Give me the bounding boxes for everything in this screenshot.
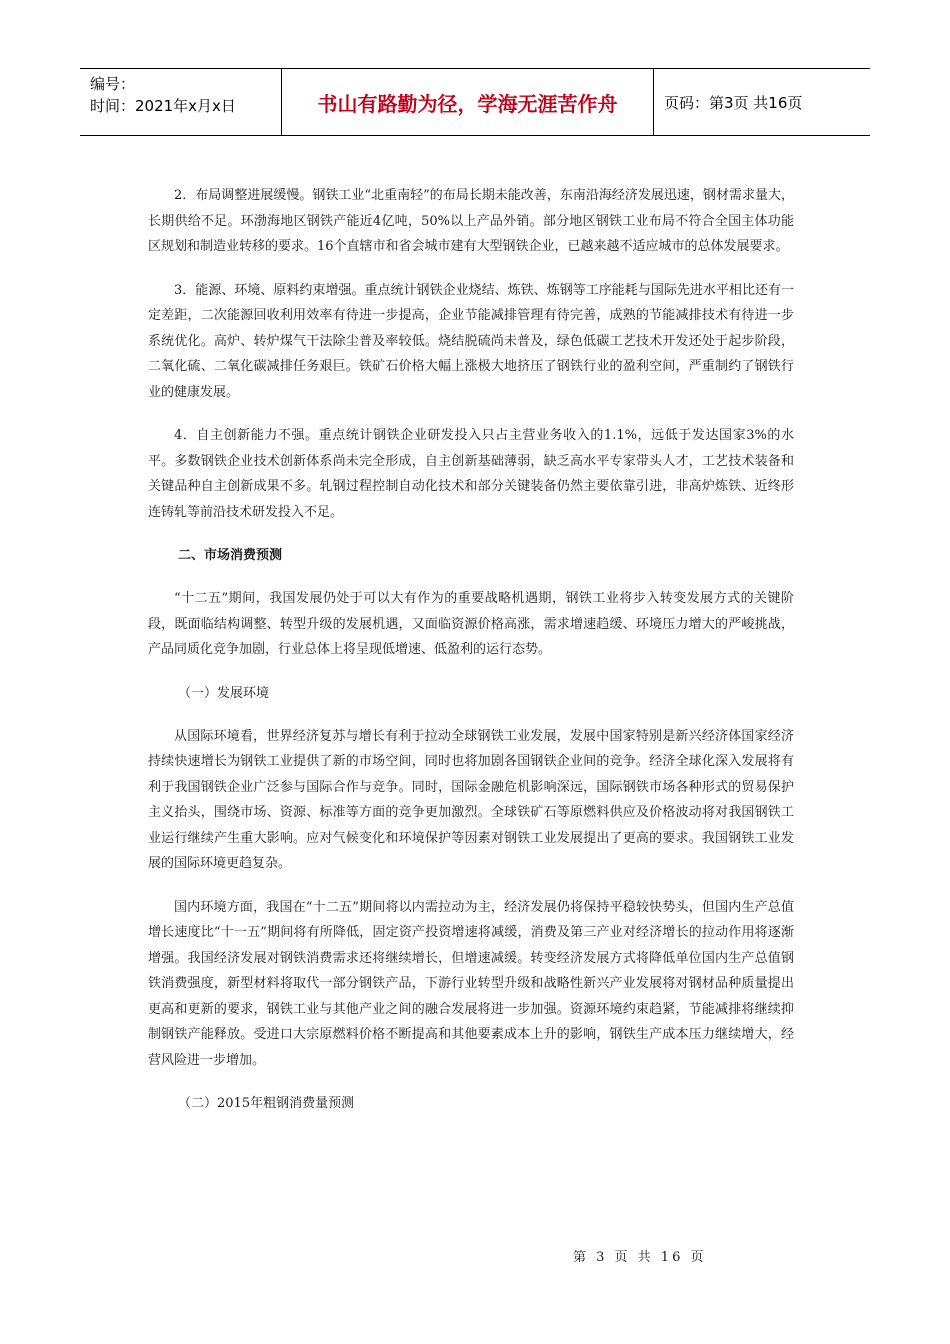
page-header — [80, 68, 870, 136]
subheading-forecast: （二）2015年粗钢消费量预测 — [178, 1096, 355, 1111]
header-meta — [80, 69, 282, 135]
paragraph-domestic: 国内环境方面，我国在“十二五”期间将以内需拉动为主，经济发展仍将保持平稳较快势头，但国内生产总值增长速度比“十一五”期间将有所降低，固定资产投资增速将减缓，消费及第三产业对经济增长的拉动作用将逐渐增强。我国经济发展对钢铁消费需求还将继续增长，但增速减缓。转变经济发展方式将降低单位国内生产总值钢铁消费强度，新型材料将取代一部分钢铁产品，下游行业转型升级和战略性新兴产业发展将对钢材品种质量提出更高和更新的要求，钢铁工业与其他产业之间的融合发展将进一步加强。资源环境约束趋紧，节能减排将继续抑制钢铁产能释放。受进口大宗原燃料价格不断提高和其他要素成本上升的影响，钢铁生产成本压力继续增大，经营风险进一步增加。 — [148, 899, 794, 1068]
paragraph-innovation: 4．自主创新能力不强。重点统计钢铁企业研发投入只占主营业务收入的1.1%，远低于发达国家3%的水平。多数钢铁企业技术创新体系尚未完全形成，自主创新基础薄弱，缺乏高水平专家带头人才，工艺技术装备和关键品种自主创新成果不多。轧钢过程控制自动化技术和部分关键装备仍然主要依靠引进，非高炉炼铁、近终形连铸轧等前沿技术研发投入不足。 — [148, 428, 794, 520]
page-footer: 第 3 页 共 16 页 — [573, 1250, 707, 1265]
paragraph-market-intro: “十二五”期间，我国发展仍处于可以大有作为的重要战略机遇期，钢铁工业将步入转变发展方式的关键阶段，既面临结构调整、转型升级的发展机遇，又面临资源价格高涨，需求增速趋缓、环境压力增大的严峻挑战，产品同质化竞争加剧，行业总体上将呈现低增速、低盈利的运行态势。 — [148, 591, 794, 657]
document-number-label: 编号： — [90, 75, 136, 93]
section-heading-market: 二、市场消费预测 — [178, 548, 283, 563]
paragraph-energy: 3．能源、环境、原料约束增强。重点统计钢铁企业烧结、炼铁、炼钢等工序能耗与国际先进水平相比还有一定差距，二次能源回收利用效率有待进一步提高，企业节能减排管理有待完善，成熟的节能减排技术有待进一步系统优化。高炉、转炉煤气干法除尘普及率较低。烧结脱硫尚未普及，绿色低碳工艺技术开发还处于起步阶段，二氧化硫、二氧化碳减排任务艰巨。铁矿石价格大幅上涨极大地挤压了钢铁行业的盈利空间，严重制约了钢铁行业的健康发展。 — [148, 282, 794, 400]
paragraph-international: 从国际环境看，世界经济复苏与增长有利于拉动全球钢铁工业发展，发展中国家特别是新兴经济体国家经济持续快速增长为钢铁工业提供了新的市场空间，同时也将加剧各国钢铁企业间的竞争。经济全球化深入发展将有利于我国钢铁企业广泛参与国际合作与竞争。同时，国际金融危机影响深远，国际钢铁市场各种形式的贸易保护主义抬头，围绕市场、资源、标准等方面的竞争更加激烈。全球铁矿石等原燃料供应及价格波动将对我国钢铁工业运行继续产生重大影响。应对气候变化和环境保护等因素对钢铁工业发展提出了更高的要求。我国钢铁工业发展的国际环境更趋复杂。 — [148, 728, 794, 871]
document-date: 时间：2021年x月x日 — [90, 97, 236, 115]
document-body — [148, 183, 794, 1116]
paragraph-layout: 2．布局调整进展缓慢。钢铁工业“北重南轻”的布局长期未能改善，东南沿海经济发展迅速，钢材需求量大，长期供给不足。环渤海地区钢铁产能近4亿吨，50%以上产品外销。部分地区钢铁工业布局不符合全国主体功能区规划和制造业转移的要求。16个直辖市和省会城市建有大型钢铁企业，已越来越不适应城市的总体发展要求。 — [148, 188, 794, 254]
header-page-info: 页码：第3页 共16页 — [664, 93, 803, 112]
subheading-environment: （一）发展环境 — [178, 685, 270, 701]
header-motto: 书山有路勤为径，学海无涯苦作舟 — [282, 69, 654, 135]
